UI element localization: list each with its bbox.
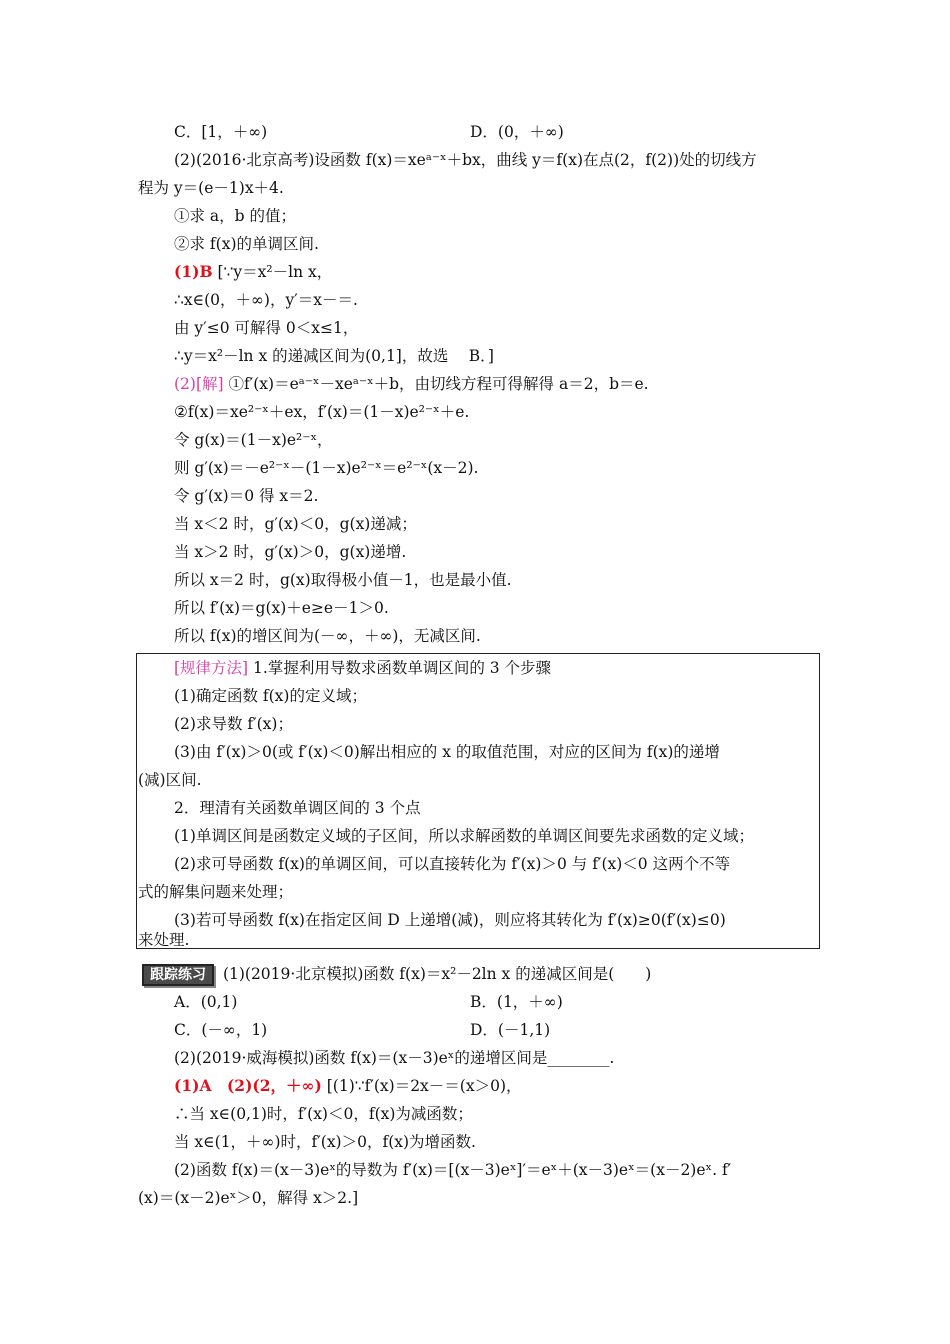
solution-1-line-3: 由 y′≤0 可解得 0＜x≤1， <box>174 319 359 337</box>
option-c: C．[1，＋∞) <box>174 123 268 141</box>
solution-2-line-6: 当 x＜2 时，g′(x)＜0，g(x)递减； <box>174 515 417 533</box>
method-point-2-b: 式的解集问题来处理； <box>138 883 294 901</box>
practice-question-1 <box>142 964 822 986</box>
practice-solution-2: ∴当 x∈(0,1)时，f′(x)＜0，f(x)为减函数； <box>174 1105 473 1123</box>
practice-option-b: B．(1，＋∞) <box>470 993 563 1011</box>
practice-question-2: (2)(2019·威海模拟)函数 f(x)＝(x－3)eˣ的递增区间是________. <box>174 1049 615 1067</box>
practice-answer: (1)A (2)(2，＋∞) <box>174 1076 322 1095</box>
method-point-3-b: 来处理. <box>138 931 190 949</box>
method-title-1 <box>174 658 854 678</box>
question-2-sub-1: ①求 a，b 的值； <box>174 207 297 225</box>
solution-1-line-1 <box>174 262 854 282</box>
solution-2-line-9: 所以 f′(x)＝g(x)＋e≥e－1＞0. <box>174 599 389 617</box>
practice-tag: 跟踪练习 <box>142 964 214 986</box>
option-d: D．(0，＋∞) <box>470 123 564 141</box>
solution-1-answer: (1)B <box>174 262 213 281</box>
practice-answer-line <box>174 1076 854 1096</box>
practice-solution-3: 当 x∈(1，＋∞)时，f′(x)＞0，f(x)为增函数. <box>174 1133 476 1151</box>
solution-2-line-10: 所以 f(x)的增区间为(－∞，＋∞)，无减区间. <box>174 627 481 645</box>
practice-solution-4: (2)函数 f(x)＝(x－3)eˣ的导数为 f′(x)＝[(x－3)eˣ]′＝eˣ＋(x－3)eˣ＝(x－2)eˣ. f′ <box>174 1161 732 1179</box>
solution-1-text: [∵y＝x²－ln x， <box>217 263 333 281</box>
method-step-3-a: (3)由 f′(x)＞0(或 f′(x)＜0)解出相应的 x 的取值范围，对应的区间为 f(x)的递增 <box>174 743 720 761</box>
solution-2-line-1 <box>174 374 854 394</box>
method-step-2: (2)求导数 f′(x)； <box>174 715 293 733</box>
question-2-line-1: (2)(2016·北京高考)设函数 f(x)＝xeᵃ⁻ˣ＋bx，曲线 y＝f(x)在点(2，f(2))处的切线方 <box>174 151 757 169</box>
solution-2-line-8: 所以 x＝2 时，g(x)取得极小值－1，也是最小值. <box>174 571 512 589</box>
solution-2-line-4: 则 g′(x)＝－e²⁻ˣ－(1－x)e²⁻ˣ＝e²⁻ˣ(x－2). <box>174 459 479 477</box>
method-point-1: (1)单调区间是函数定义域的子区间，所以求解函数的单调区间要先求函数的定义域； <box>174 827 754 845</box>
question-2-line-2: 程为 y＝(e－1)x＋4. <box>138 179 284 197</box>
practice-solution-1: [(1)∵f′(x)＝2x－＝(x＞0)， <box>326 1077 522 1095</box>
method-label: [规律方法] <box>174 659 249 677</box>
solution-1-line-4: ∴y＝x²－ln x 的递减区间为(0,1]，故选 B．] <box>174 347 494 365</box>
solution-2-line-2: ②f(x)＝xe²⁻ˣ＋ex，f′(x)＝(1－x)e²⁻ˣ＋e. <box>174 403 470 421</box>
method-point-3-a: (3)若可导函数 f(x)在指定区间 D 上递增(减)，则应将其转化为 f′(x)≥0(f′(x)≤0) <box>174 911 726 929</box>
practice-question-1-text: (1)(2019·北京模拟)函数 f(x)＝x²－2ln x 的递减区间是( ) <box>222 965 652 983</box>
method-title-1-text: 1.掌握利用导数求函数单调区间的 3 个步骤 <box>253 659 552 677</box>
question-2-sub-2: ②求 f(x)的单调区间. <box>174 235 319 253</box>
practice-option-a: A．(0,1) <box>174 993 238 1011</box>
practice-option-d: D．(－1,1) <box>470 1021 551 1039</box>
solution-2-label: (2)[解] <box>174 375 224 393</box>
solution-2-line-5: 令 g′(x)＝0 得 x＝2. <box>174 487 319 505</box>
method-step-1: (1)确定函数 f(x)的定义域； <box>174 687 367 705</box>
practice-option-c: C．(－∞，1) <box>174 1021 268 1039</box>
method-title-2: 2．理清有关函数单调区间的 3 个点 <box>174 799 421 817</box>
solution-2-line-7: 当 x＞2 时，g′(x)＞0，g(x)递增. <box>174 543 407 561</box>
practice-solution-5: (x)＝(x－2)eˣ＞0，解得 x＞2.] <box>138 1189 359 1207</box>
method-step-3-b: (减)区间. <box>138 771 202 789</box>
solution-2-line-3: 令 g(x)＝(1－x)e²⁻ˣ， <box>174 431 333 449</box>
method-point-2-a: (2)求可导函数 f(x)的单调区间，可以直接转化为 f′(x)＞0 与 f′(x)＜0 这两个不等 <box>174 855 731 873</box>
solution-2-text: ①f′(x)＝eᵃ⁻ˣ－xeᵃ⁻ˣ＋b，由切线方程可得解得 a＝2，b＝e. <box>228 375 649 393</box>
solution-1-line-2: ∴x∈(0，＋∞)，y′＝x－＝. <box>174 291 358 309</box>
